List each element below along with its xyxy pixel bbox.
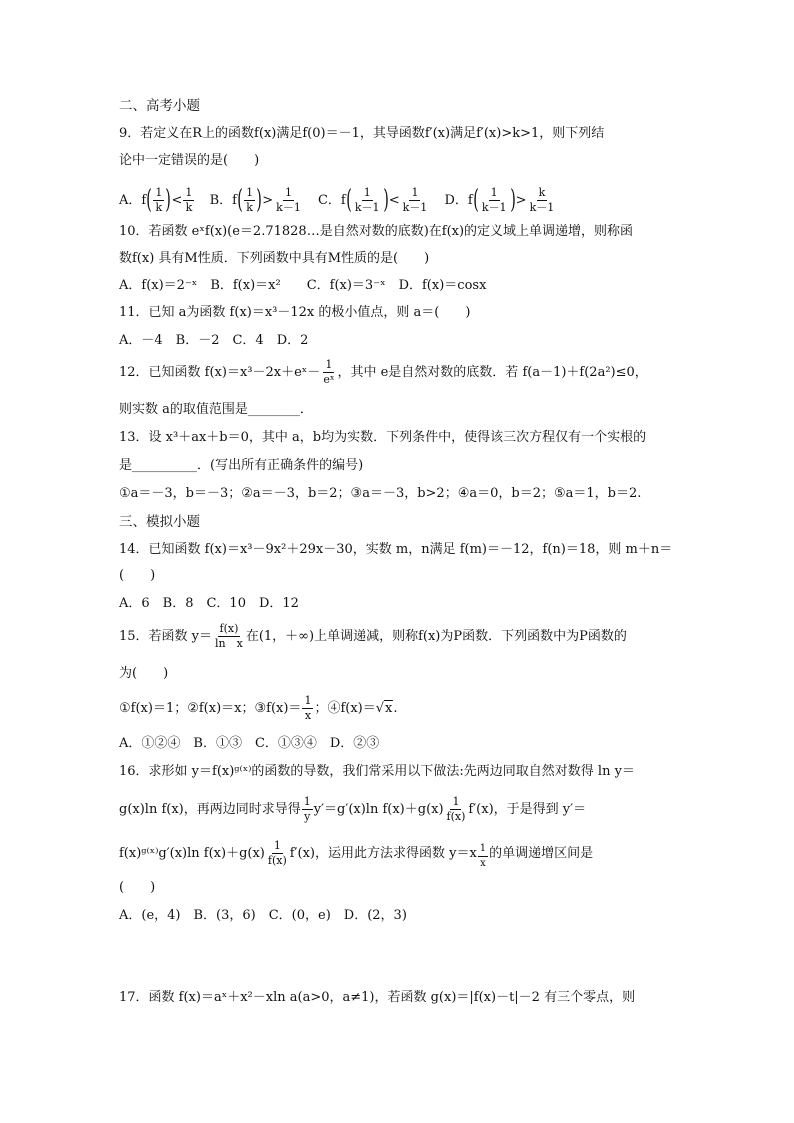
- q13-stem-line1: 13．设 x³＋ax＋b＝0，其中 a，b均为实数．下列条件中，使得该三次方程仅有一个实根的: [119, 430, 647, 445]
- numerator: 1: [325, 358, 333, 371]
- numerator: f(x): [219, 622, 239, 635]
- text: 12．已知函数 f(x)＝x³－2x＋eˣ－: [119, 365, 321, 380]
- q9-option-b-label: B．f: [209, 192, 237, 208]
- q15-stem-line1: [119, 621, 682, 653]
- text: f(x)ᵍ⁽ˣ⁾g′(x)ln f(x)＋g(x): [119, 846, 265, 861]
- denominator: k: [155, 200, 163, 214]
- fraction: [445, 796, 468, 823]
- numerator: 1: [273, 839, 281, 852]
- q13-stem-line2: 是__________．(写出所有正确条件的编号): [119, 458, 364, 473]
- fraction-exponent: [478, 843, 488, 870]
- q16-stem-line2: [119, 794, 682, 826]
- text: f′(x)，于是得到 y′＝: [468, 802, 587, 817]
- fraction: [401, 187, 430, 214]
- numerator: 1: [185, 185, 193, 199]
- numerator: 1: [304, 694, 312, 707]
- relation: <: [171, 192, 183, 208]
- q16-stem-line4: ( ): [119, 880, 156, 895]
- q9-stem-line1: 9．若定义在R上的函数f(x)满足f(0)＝－1，其导函数f′(x)满足f′(x)>k>1，则下列结: [119, 126, 605, 141]
- fraction: [266, 840, 289, 867]
- q11-stem: 11．已知 a为函数 f(x)＝x³－12x 的极小值点，则 a＝( ): [119, 305, 471, 320]
- text: 在(1，＋∞)上单调递减，则称f(x)为P函数．下列函数中为P函数的: [245, 629, 627, 644]
- denominator: x: [480, 858, 486, 869]
- q14-stem-line2: ( ): [119, 568, 156, 583]
- denominator: y: [304, 810, 311, 823]
- q9-option-d-label: D．f: [444, 192, 473, 208]
- numerator: 1: [363, 185, 371, 199]
- q9-option-c-label: C．f: [317, 192, 346, 208]
- q11-options: A．－4 B．－2 C．4 D．2: [119, 333, 309, 348]
- q9-option-c: C．f( $\frac{1}{k-1}$ )< $\frac{1}{k-1}$: [317, 185, 428, 215]
- relation: >: [262, 192, 274, 208]
- relation: >: [515, 192, 527, 208]
- numerator: 1: [155, 185, 163, 199]
- q9-option-a-label: A．f: [119, 192, 147, 208]
- numerator: k: [538, 185, 546, 199]
- text: ①f(x)＝1；②f(x)＝x；③f(x)＝: [119, 701, 302, 716]
- text: 15．若函数 y＝: [119, 629, 213, 644]
- q9-options: [119, 184, 682, 216]
- q13-conditions: ①a＝－3，b＝－3；②a＝－3，b＝2；③a＝－3，b>2；④a＝0，b＝2；⑤a＝1，b＝2.: [119, 486, 642, 501]
- q12-stem-line1: [119, 358, 682, 388]
- numerator: 1: [246, 185, 254, 199]
- radicand: x: [385, 701, 393, 716]
- fraction: [244, 187, 255, 214]
- denominator: eˣ: [323, 373, 335, 386]
- q15-function-list: [119, 694, 682, 724]
- q10-stem-line2: 数f(x) 具有M性质．下列函数中具有M性质的是( ): [119, 251, 430, 266]
- denominator: k－1: [481, 200, 507, 214]
- fraction: [274, 187, 303, 214]
- fraction: [480, 187, 509, 214]
- q14-options: A．6 B．8 C．10 D．12: [119, 596, 299, 611]
- section-heading-simulation: 三、模拟小题: [119, 514, 200, 530]
- fraction: [528, 187, 557, 214]
- denominator: k－1: [276, 200, 301, 214]
- q9-option-d: D．f( $\frac{1}{k-1}$ )> $\frac{k}{k-1}$: [444, 185, 555, 215]
- denominator: k－1: [402, 200, 428, 214]
- relation: <: [388, 192, 400, 208]
- denominator: k－1: [529, 200, 555, 214]
- numerator: 1: [478, 843, 488, 857]
- text: g(x)ln f(x)，再两边同时求导得: [119, 802, 301, 817]
- fraction: [302, 796, 313, 823]
- q12-stem-line2: 则实数 a的取值范围是________．: [119, 402, 313, 417]
- denominator: x: [304, 709, 312, 722]
- denominator: f(x): [446, 810, 466, 823]
- denominator: k－1: [354, 200, 380, 214]
- text: .: [393, 701, 398, 716]
- q16-options: A．(e，4) B．(3，6) C．(0，e) D．(2，3): [119, 908, 407, 923]
- q9-option-a: A．f( $\frac{1}{k}$ )< $\frac{1}{k}$: [119, 185, 193, 215]
- section-heading-gaokao: 二、高考小题: [119, 98, 200, 114]
- numerator: 1: [452, 795, 460, 808]
- text: y′＝g′(x)ln f(x)＋g(x): [313, 802, 444, 817]
- denominator: k: [185, 200, 193, 214]
- fraction: [302, 695, 313, 722]
- fraction: [213, 623, 245, 650]
- numerator: 1: [284, 185, 292, 199]
- denominator: f(x): [267, 854, 287, 867]
- text: ；④f(x)＝√: [314, 701, 385, 716]
- text: f′(x)，运用此方法求得函数 y＝x: [289, 846, 477, 861]
- q14-stem-line1: 14．已知函数 f(x)＝x³－9x²＋29x－30，实数 m，n满足 f(m)＝－12，f(n)＝18，则 m＋n＝: [119, 542, 673, 557]
- fraction: [353, 187, 382, 214]
- q16-stem-line1: 16．求形如 y＝f(x)ᵍ⁽ˣ⁾的函数的导数，我们常采用以下做法:先两边同取自然对数得 ln y＝: [119, 764, 635, 779]
- text: ，其中 e是自然对数的底数．若 f(a－1)＋f(2a²)≤0，: [337, 365, 648, 380]
- q15-options: A．①②④ B．①③ C．①③④ D．②③: [119, 736, 380, 751]
- q10-options: A．f(x)＝2⁻ˣ B．f(x)＝x² C．f(x)＝3⁻ˣ D．f(x)＝cosx: [119, 278, 487, 293]
- fraction: [183, 187, 194, 214]
- denominator: k: [246, 200, 253, 214]
- q17-stem-line1: 17．函数 f(x)＝aˣ＋x²－xln a(a>0，a≠1)，若函数 g(x)＝|f(x)－t|－2 有三个零点，则: [119, 990, 636, 1005]
- text: 的单调递增区间是: [489, 846, 594, 861]
- numerator: 1: [411, 185, 419, 199]
- q9-stem-line2: 论中一定错误的是( ): [119, 153, 260, 168]
- q10-stem-line1: 10．若函数 eˣf(x)(e＝2.71828…是自然对数的底数)在f(x)的定义域上单调递增，则称函: [119, 224, 634, 239]
- fraction: [153, 187, 164, 214]
- q16-stem-line3: [119, 838, 682, 870]
- numerator: 1: [303, 795, 311, 808]
- q15-stem-line2: 为( ): [119, 666, 169, 681]
- numerator: 1: [490, 185, 498, 199]
- fraction: [321, 359, 336, 386]
- denominator: ln x: [215, 637, 243, 650]
- q9-option-b: B．f( $\frac{1}{k}$ )> $\frac{1}{k-1}$: [209, 185, 301, 215]
